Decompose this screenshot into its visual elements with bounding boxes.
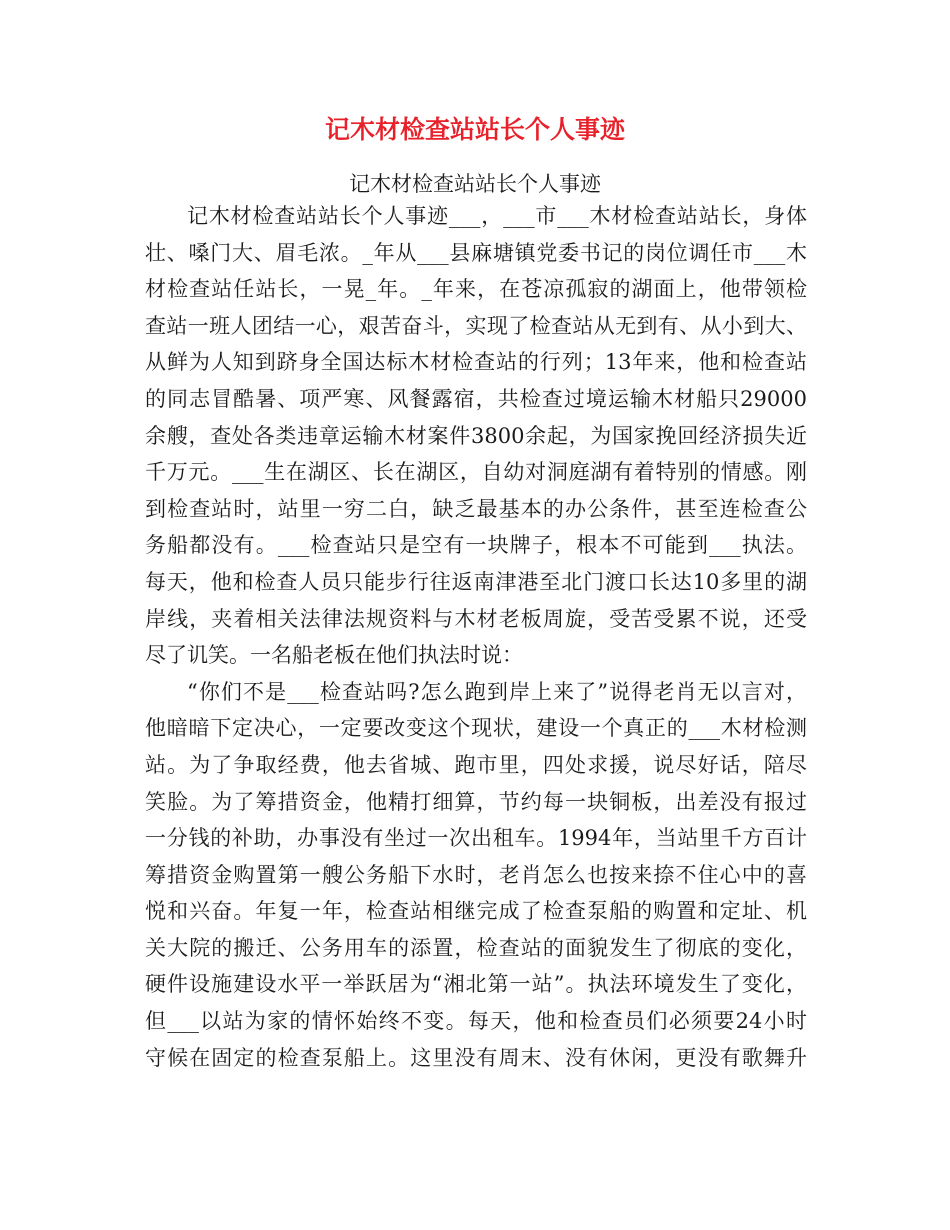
- paragraph-2-line: 悦和兴奋。年复一年，检查站相继完成了检查泵船的购置和定址、机: [145, 899, 807, 924]
- paragraph-1-line: 每天，他和检查人员只能步行往返南津港至北门渡口长达10多里的湖: [145, 569, 807, 594]
- paragraph-2-line: 站。为了争取经费，他去省城、跑市里，四处求援，说尽好话，陪尽: [145, 752, 807, 777]
- paragraph-1-line: 查站一班人团结一心，艰苦奋斗，实现了检查站从无到有、从小到大、: [145, 313, 807, 338]
- paragraph-1-line: 到检查站时，站里一穷二白，缺乏最基本的办公条件，甚至连检查公: [145, 496, 807, 521]
- document-title: 记木材检查站站长个人事迹: [324, 115, 625, 144]
- paragraph-1-line: 壮、嗓门大、眉毛浓。_年从___县麻塘镇党委书记的岗位调任市___木: [145, 240, 807, 265]
- paragraph-2-line: 守候在固定的检查泵船上。这里没有周末、没有休闲，更没有歌舞升: [145, 1045, 807, 1070]
- document-subtitle: 记木材检查站站长个人事迹: [349, 172, 601, 196]
- paragraph-2-line: 他暗暗下定决心，一定要改变这个现状，建设一个真正的___木材检测: [145, 716, 807, 741]
- paragraph-1-line: 千万元。___生在湖区、长在湖区，自幼对洞庭湖有着特别的情感。刚: [145, 460, 807, 485]
- paragraph-2-line: 笑脸。为了筹措资金，他精打细算，节约每一块铜板，出差没有报过: [145, 789, 807, 814]
- document-body: [145, 198, 807, 1076]
- paragraph-1-line: 尽了讥笑。一名船老板在他们执法时说：: [145, 643, 523, 668]
- paragraph-1-line: 务船都没有。___检查站只是空有一块牌子，根本不可能到___执法。: [145, 533, 807, 558]
- paragraph-1-line: 的同志冒酷暑、项严寒、风餐露宿，共检查过境运输木材船只29000: [145, 386, 807, 411]
- paragraph-2-line: 筹措资金购置第一艘公务船下水时，老肖怎么也按来捺不住心中的喜: [145, 862, 807, 887]
- paragraph-2-line: 一分钱的补助，办事没有坐过一次出租车。1994年，当站里千方百计: [145, 826, 807, 851]
- paragraph-2-line: 但___以站为家的情怀始终不变。每天，他和检查员们必须要24小时: [145, 1009, 807, 1034]
- paragraph-1-line: 从鲜为人知到跻身全国达标木材检查站的行列；13年来，他和检查站: [145, 350, 807, 375]
- paragraph-1-line: 岸线，夹着相关法律法规资料与木材老板周旋，受苦受累不说，还受: [145, 606, 807, 631]
- paragraph-2-line: “你们不是___检查站吗?怎么跑到岸上来了”说得老肖无以言对，: [187, 679, 807, 704]
- paragraph-2-line: 关大院的搬迁、公务用车的添置，检查站的面貌发生了彻底的变化，: [145, 935, 807, 960]
- paragraph-2-line: 硬件设施建设水平一举跃居为“湘北第一站”。执法环境发生了变化，: [145, 972, 807, 997]
- paragraph-1-line: 记木材检查站站长个人事迹___，___市___木材检查站站长，身体: [187, 204, 807, 228]
- paragraph-1-line: 材检查站任站长，一晃_年。_年来，在苍凉孤寂的湖面上，他带领检: [145, 277, 807, 302]
- paragraph-1-line: 余艘，查处各类违章运输木材案件3800余起，为国家挽回经济损失近: [145, 423, 807, 448]
